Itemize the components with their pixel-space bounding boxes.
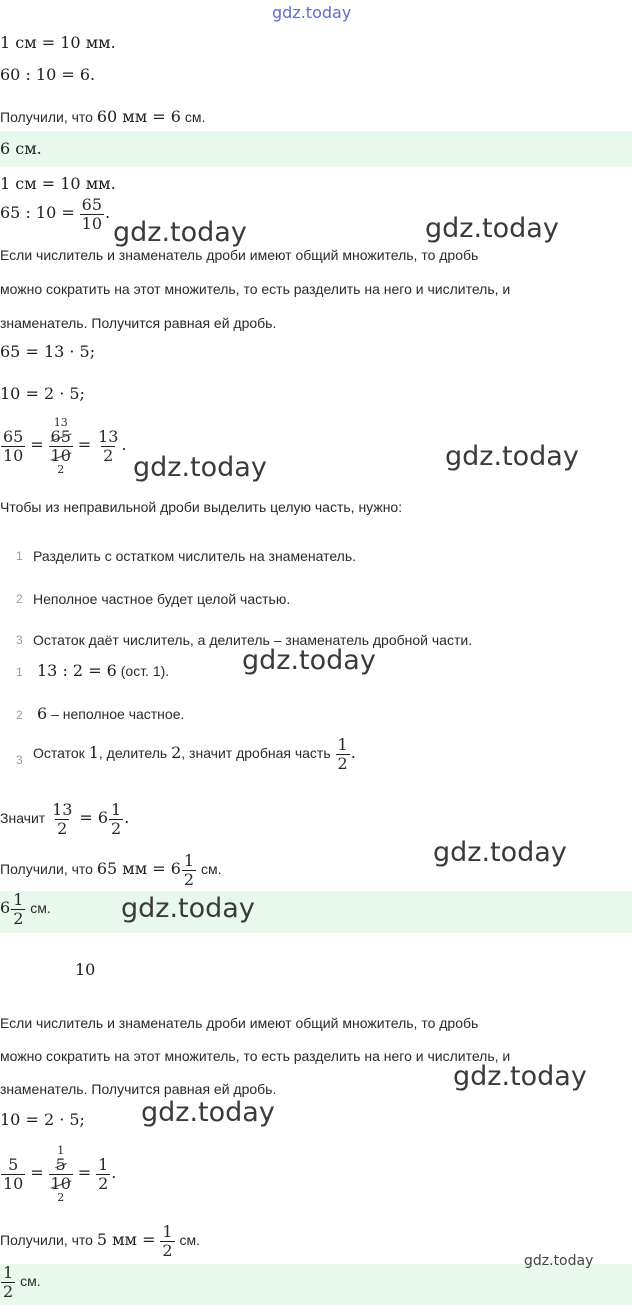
s2-reduction: $\frac{65}{10}$ = 13 65 10 2 = $\frac{13}{2}$ . [0, 428, 127, 465]
fraction-denominator: 10 [3, 1174, 24, 1193]
cancelled-numerator [49, 416, 73, 446]
fraction-denominator: 2 [3, 1282, 14, 1301]
watermark: gdz.today [242, 645, 376, 676]
s2-factor-1: 65 = 13 · 5; [0, 342, 96, 361]
watermark-top: gdz.today [272, 3, 352, 22]
answer-fraction [1, 1264, 15, 1301]
means-mixed-fraction [109, 801, 123, 838]
fraction-numerator: 65 [3, 427, 24, 446]
result-unit: см. [201, 861, 222, 878]
watermark: gdz.today [453, 1061, 587, 1092]
step-text: Разделить с остатком числитель на знаменатель. [33, 548, 357, 564]
calc-number: 2 [16, 708, 23, 722]
fraction-denominator: 2 [183, 870, 195, 889]
s1-result-line [0, 108, 205, 126]
s3-rule-line-1: Если числитель и знаменатель дроби имеют общий множитель, то дробь [0, 1015, 479, 1031]
watermark: gdz.today [121, 893, 255, 924]
watermark: gdz.today [141, 1097, 275, 1128]
s2-reduction-original [1, 428, 25, 465]
fraction-numerator: 13 [98, 427, 119, 446]
fraction-numerator: 1 [111, 800, 122, 819]
fraction-numerator: 1 [3, 1263, 14, 1282]
s2-factor-2: 10 = 2 · 5; [0, 384, 85, 403]
result-fraction [182, 852, 196, 889]
s2-reduction-result [96, 428, 120, 465]
s3-reduction-cancelled [49, 1144, 73, 1204]
fraction-denominator: 2 [111, 819, 122, 838]
s1-result-value: 60 мм = 6 [96, 107, 181, 126]
step-number: 3 [16, 633, 23, 647]
calc-text: , делитель [98, 745, 168, 762]
means-fraction [50, 801, 74, 838]
struck-numerator: 5 [55, 1155, 66, 1174]
reduced-numerator: 1 [57, 1144, 65, 1157]
struck-numerator: 65 [50, 427, 71, 446]
watermark: gdz.today [113, 217, 247, 248]
s3-reduction-original [1, 1156, 25, 1193]
watermark-small: gdz.today [524, 1253, 594, 1269]
s2-division-line: 65 : 10 = $\frac{65}{10}$ . [0, 195, 111, 233]
answer-unit: см. [30, 900, 51, 917]
s2-rule-line-1: Если числитель и знаменатель дроби имеют общий множитель, то дробь [0, 247, 479, 263]
s2-mixed-intro: Чтобы из неправильной дроби выделить целую часть, нужно: [0, 499, 403, 515]
result-value: 65 мм = 6 [96, 859, 181, 879]
calc-line-1 [37, 662, 169, 680]
reduced-numerator: 13 [53, 416, 68, 429]
calc-fraction [336, 736, 350, 773]
reduced-denominator: 2 [57, 463, 65, 476]
answer-whole: 6 [0, 898, 11, 918]
cancelled-denominator [49, 446, 73, 476]
answer-fraction [11, 891, 25, 928]
s3-reduction-result [96, 1156, 110, 1193]
s3-rule-line-3: знаменатель. Получится равная ей дробь. [0, 1081, 277, 1097]
struck-denominator: 10 [50, 446, 71, 465]
s2-line-1: 1 см = 10 мм. [0, 174, 116, 193]
fraction-denominator: 10 [3, 446, 24, 465]
cancelled-numerator [54, 1144, 68, 1174]
fraction-denominator: 2 [98, 1174, 109, 1193]
watermark: gdz.today [133, 452, 267, 483]
calc-number: 1 [16, 665, 23, 679]
s1-line-2: 60 : 10 = 6. [0, 65, 96, 84]
fraction-denominator: 2 [57, 819, 68, 838]
s2-means-line: Значит $\frac{13}{2}$ = 6 $\frac{1}{2}$ . [0, 800, 130, 838]
fraction-numerator: 13 [52, 800, 73, 819]
s3-factor: 10 = 2 · 5; [0, 1110, 85, 1129]
calc-math: 6 [37, 704, 48, 723]
result-prefix: Получили, что [0, 861, 93, 878]
calc-number: 3 [16, 753, 23, 767]
calc-line-2 [37, 705, 184, 723]
fraction-denominator: 2 [13, 909, 24, 928]
fraction-numerator: 65 [81, 195, 103, 214]
fraction-denominator: 2 [337, 754, 348, 773]
s1-answer: 6 см. [0, 139, 42, 158]
s2-answer-band [0, 891, 632, 933]
fraction-numerator: 1 [183, 851, 195, 870]
fraction-numerator: 1 [98, 1155, 109, 1174]
calc-text: , значит дробная часть [181, 745, 331, 762]
means-label: Значит [0, 810, 46, 827]
s2-division-fraction [80, 196, 104, 233]
s2-answer [0, 891, 51, 928]
watermark: gdz.today [425, 213, 559, 244]
fraction-numerator: 1 [162, 1222, 173, 1241]
calc-math: 1 [88, 743, 99, 763]
fraction-denominator: 10 [81, 214, 103, 233]
s2-reduction-cancelled [49, 416, 73, 476]
means-equals: = 6 [79, 808, 109, 828]
s2-rule-line-2: можно сократить на этот множитель, то есть разделить на него и числитель, и [0, 281, 511, 297]
step-text: Остаток даёт числитель, а делитель – знаменатель дробной части. [33, 632, 473, 648]
step-number: 1 [16, 549, 23, 563]
fraction-numerator: 1 [13, 890, 24, 909]
fraction-denominator: 2 [103, 446, 114, 465]
s3-result-line [0, 1223, 200, 1260]
s3-answer-band [0, 1264, 632, 1305]
reduced-denominator: 2 [57, 1191, 65, 1204]
calc-math: 13 : 2 = 6 [37, 661, 117, 680]
s3-reduction: $\frac{5}{10}$ = 1 5 10 2 = $\frac{1}{2}$ . [0, 1156, 116, 1193]
s1-result-prefix: Получили, что [0, 109, 93, 125]
result-value: 5 мм = [96, 1230, 156, 1250]
watermark: gdz.today [445, 441, 579, 472]
s3-answer [0, 1264, 41, 1301]
watermark: gdz.today [433, 837, 567, 868]
result-fraction [160, 1223, 174, 1260]
s2-result-line [0, 852, 222, 889]
struck-denominator: 10 [50, 1174, 71, 1193]
calc-math: 2 [171, 743, 182, 763]
calc-text: Остаток [33, 745, 85, 762]
step-text: Неполное частное будет целой частью. [33, 591, 291, 607]
calc-text: – неполное частное. [51, 706, 185, 722]
fraction-numerator: 5 [8, 1155, 19, 1174]
result-unit: см. [179, 1232, 200, 1249]
s1-line-1: 1 см = 10 мм. [0, 33, 116, 52]
fraction-denominator: 2 [162, 1241, 173, 1260]
s1-result-unit: см. [184, 109, 206, 125]
calc-line-3: Остаток 1, делитель 2, значит дробная часть $\frac{1}{2}$ . [33, 735, 356, 773]
s3-rule-line-2: можно сократить на этот множитель, то есть разделить на него и числитель, и [0, 1048, 511, 1064]
step-number: 2 [16, 592, 23, 606]
cancelled-denominator [49, 1174, 73, 1204]
s2-division-left: 65 : 10 = [0, 203, 75, 223]
fraction-numerator: 1 [337, 735, 348, 754]
answer-unit: см. [20, 1273, 41, 1290]
s1-answer-band [0, 131, 632, 167]
s2-rule-line-3: знаменатель. Получится равная ей дробь. [0, 315, 277, 331]
s3-denominator-fragment: 10 [75, 960, 96, 979]
result-prefix: Получили, что [0, 1232, 93, 1249]
calc-text: (ост. 1). [120, 663, 170, 679]
